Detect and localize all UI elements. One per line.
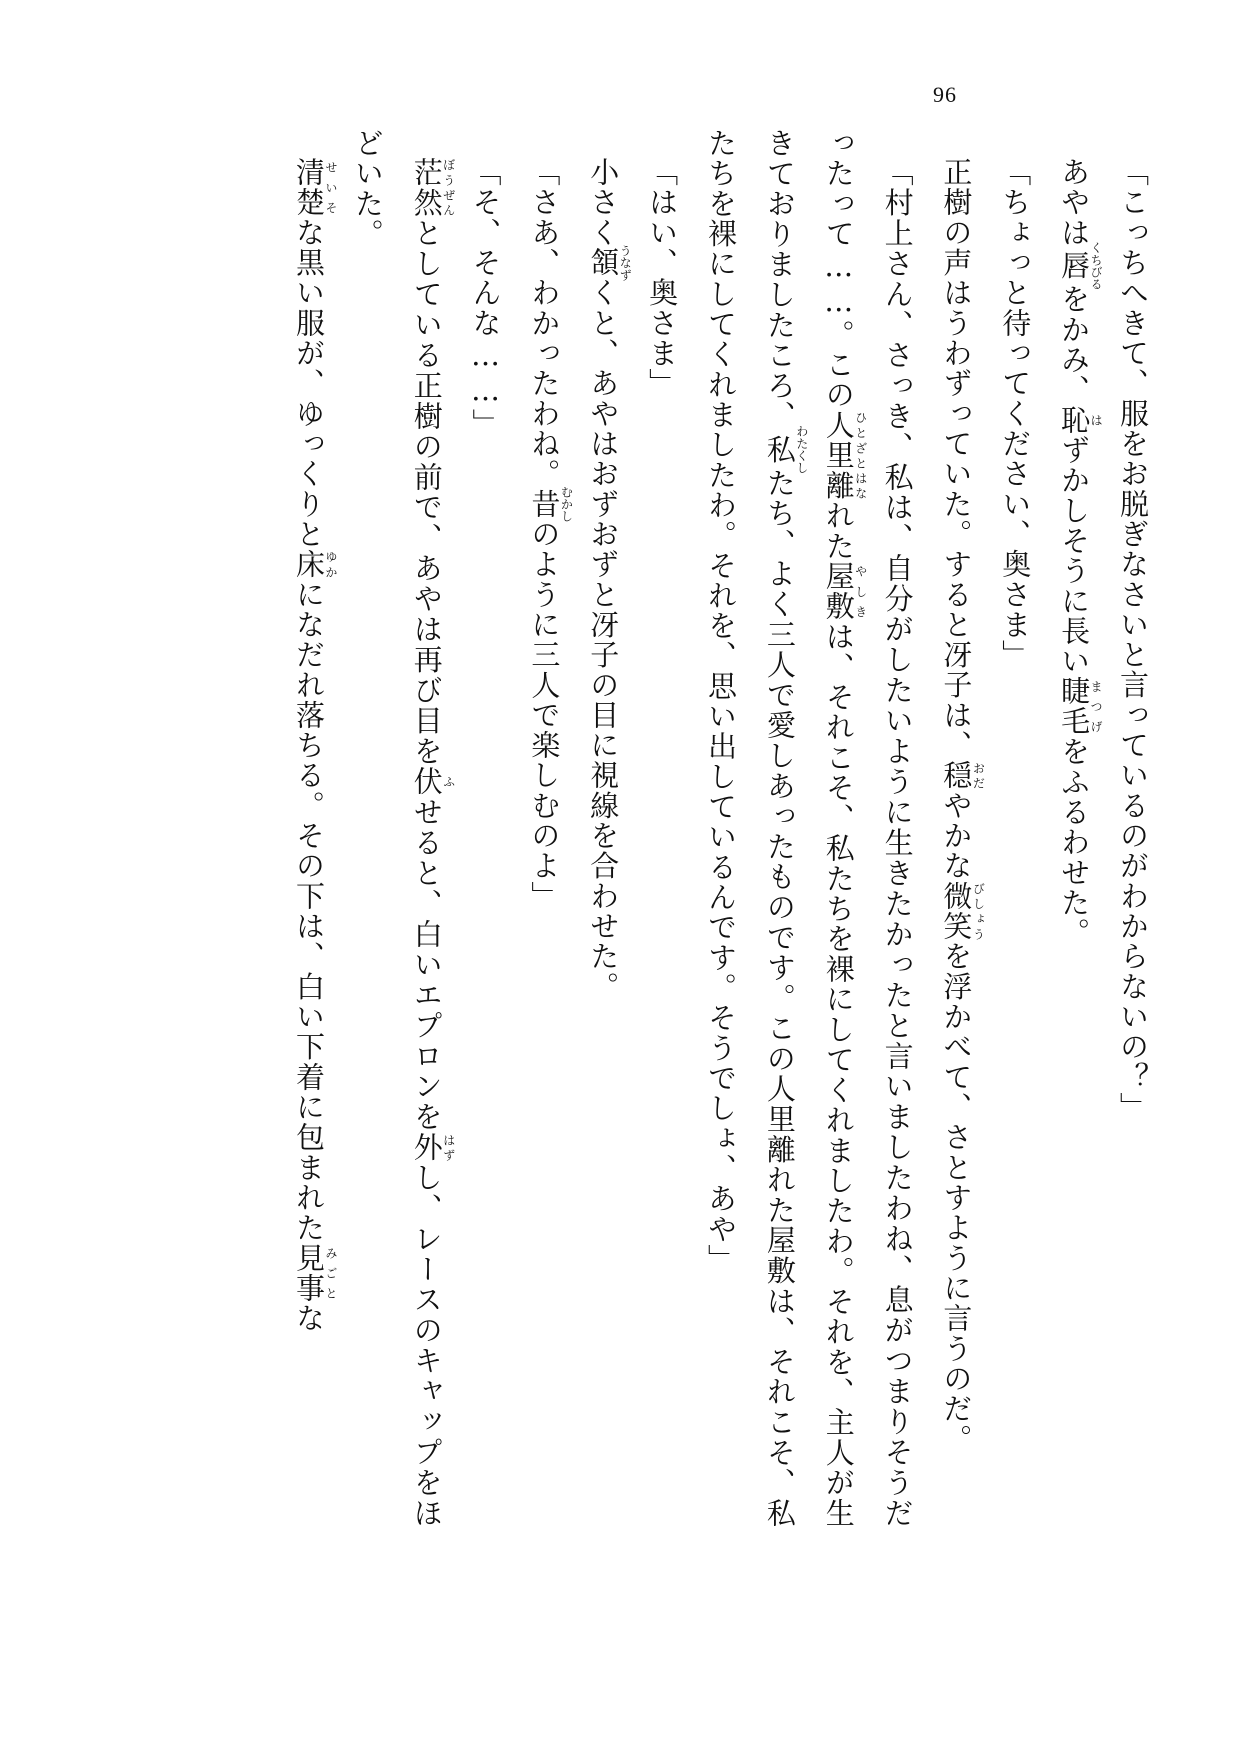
text-run: し、レースのキャップをほどいた。: [350, 128, 444, 1528]
text-run: になだれ落ちる。その下は、白い下着に包まれた: [291, 579, 326, 1243]
text-run: 「さあ、わかったわね。: [527, 157, 562, 489]
text-run: この: [821, 349, 856, 410]
ruby-text: 屋敷やしき: [821, 561, 868, 622]
ruby-text: 茫然ぼうぜん: [409, 157, 456, 218]
ruby-text: 伏ふ: [409, 766, 456, 797]
text-run: な: [291, 1303, 326, 1334]
paragraph: [338, 128, 456, 1528]
text-run: 「村上さん、さっき、私は、自分がしたいように生きたかったと言いましたわね、息がつまりそうだったって……。: [821, 128, 915, 1528]
text-run: 服をお脱ぎなさいと言っているのがわからないの？」: [1116, 398, 1150, 1123]
text-run: 「こっちへきて、: [1116, 157, 1150, 399]
ruby-text: 唇くちびる: [1057, 241, 1104, 291]
ruby-text: 人里離ひとざとはな: [821, 409, 868, 501]
body-text: [152, 128, 1162, 1528]
ruby-text: 床ゆか: [291, 549, 338, 580]
ruby-text: 私わたくし: [762, 424, 809, 474]
text-run: くと、あやはおずおずと冴子の目に視線を合わせた。: [586, 277, 621, 1002]
paragraph: [515, 128, 574, 1528]
text-run: れた: [821, 500, 856, 562]
text-run: せると、白いエプロンを: [409, 796, 444, 1133]
text-run: やかな: [939, 790, 974, 881]
paragraph: [573, 128, 632, 1528]
ruby-text: 頷うなず: [586, 244, 633, 281]
paragraph: [1044, 128, 1103, 1528]
text-run: 「はい、奥さま」: [645, 157, 680, 399]
text-run: を浮かべて、さとすように言うのだ。: [939, 941, 974, 1454]
text-run: 「そ、そんな……」: [468, 157, 503, 439]
text-run: な黒い服が、ゆっくりと: [291, 217, 326, 550]
paragraph: [456, 128, 515, 1528]
text-run: たち、よく三人で愛しあったものです。この人里離れた屋敷は、それこそ、私たちを裸にしてくれましたわ。それを、思い出しているんです。そうでしょ、あや」: [703, 128, 797, 1528]
text-run: ずかしそうに長い: [1057, 435, 1092, 677]
ruby-text: 昔むかし: [527, 485, 574, 523]
ruby-text: 恥は: [1057, 404, 1104, 436]
text-run: あやは: [1057, 157, 1092, 248]
page-number: [0, 82, 1240, 108]
text-run: 小さく: [586, 157, 621, 248]
ruby-text: 微笑びしょう: [939, 880, 986, 942]
text-run: 「ちょっと待ってください、奥さま」: [998, 157, 1033, 670]
text-run: としている正樹の前で、あやは再び目を: [409, 217, 444, 767]
ruby-text: 清楚せいそ: [291, 157, 338, 218]
paragraph: [279, 128, 338, 1528]
ruby-text: 睫毛まつげ: [1057, 676, 1104, 737]
ruby-text: 穏おだ: [939, 760, 986, 791]
ruby-text: 外はず: [409, 1132, 456, 1163]
text-run: は、それこそ、私たちを裸にしてくれましたわ。それを、主人が生きておりましたころ、: [762, 128, 856, 1529]
paragraph: [632, 128, 691, 1528]
paragraph: [691, 128, 926, 1528]
text-run: 正樹の声はうわずっていた。すると冴子は、: [939, 157, 974, 761]
paragraph: [985, 128, 1044, 1528]
text-run: をかみ、: [1057, 284, 1092, 405]
ruby-text: 見事みごと: [291, 1242, 338, 1304]
text-run: をふるわせた。: [1057, 736, 1092, 948]
page-number-value: 96: [933, 82, 957, 107]
paragraph: [1103, 128, 1162, 1528]
text-run: のように三人で楽しむのよ」: [527, 518, 562, 912]
paragraph: [927, 128, 986, 1528]
